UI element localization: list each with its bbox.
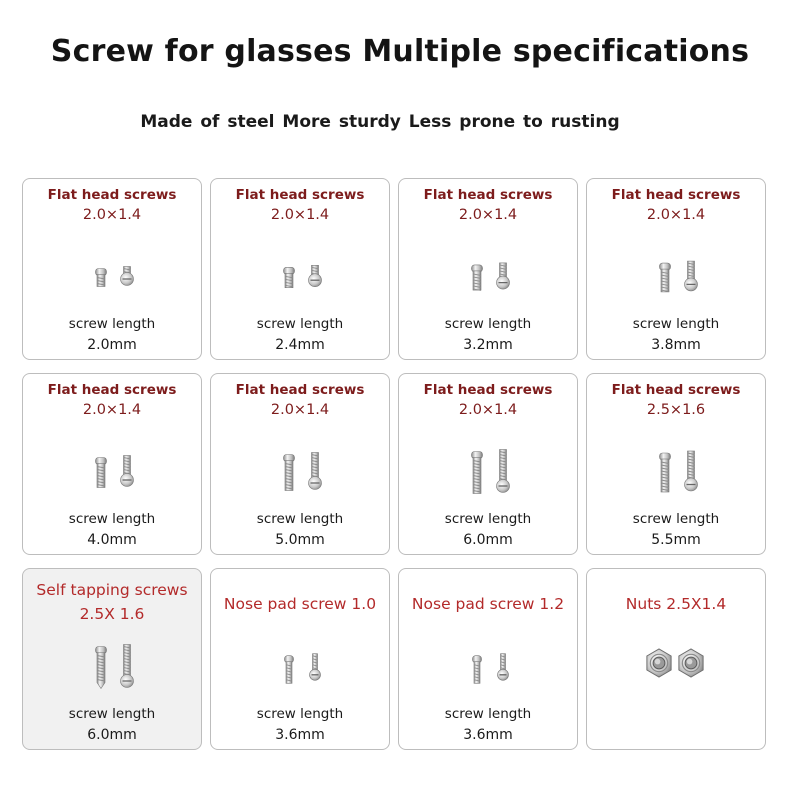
screw-length-value: 2.0mm (87, 337, 137, 353)
card-flat-3-8mm (586, 178, 766, 360)
screw-length-value: 3.2mm (463, 337, 513, 353)
screw-length-value: 4.0mm (87, 532, 137, 548)
card-flat-2-0mm (22, 178, 202, 360)
screw-length-label: screw length (68, 511, 156, 527)
nut-pair-image (587, 569, 766, 750)
card-title: Flat head screws (47, 187, 177, 203)
card-title: Flat head screws (611, 382, 741, 398)
card-spec: 2.0×1.4 (270, 402, 330, 418)
page-subtitle: Made of steel More sturdy Less prone to rusting (140, 112, 620, 132)
card-self-tapping (22, 568, 202, 750)
screw-length-value: 3.6mm (463, 727, 513, 743)
screw-pair-image (23, 179, 202, 360)
card-title: Nose pad screw 1.0 (223, 595, 377, 613)
screw-length-label: screw length (256, 316, 344, 332)
screw-pair-image (587, 179, 766, 360)
screw-length-label: screw length (256, 511, 344, 527)
screw-length-value: 5.0mm (275, 532, 325, 548)
screw-pair-image (399, 374, 578, 555)
card-title: Flat head screws (235, 382, 365, 398)
screw-length-value: 5.5mm (651, 532, 701, 548)
card-flat-5-0mm (210, 373, 390, 555)
card-flat-4-0mm (22, 373, 202, 555)
screw-length-label: screw length (68, 316, 156, 332)
screw-length-value: 6.0mm (87, 727, 137, 743)
card-spec: 2.5×1.6 (646, 402, 706, 418)
screw-length-label: screw length (444, 316, 532, 332)
screw-length-label: screw length (632, 511, 720, 527)
screw-pair-image (211, 179, 390, 360)
screw-length-label: screw length (444, 706, 532, 722)
screw-length-label: screw length (632, 316, 720, 332)
card-spec: 2.0×1.4 (82, 402, 142, 418)
screw-length-value: 3.8mm (651, 337, 701, 353)
card-title: Flat head screws (423, 187, 553, 203)
card-title: Flat head screws (423, 382, 553, 398)
screw-length-value: 2.4mm (275, 337, 325, 353)
card-flat-2-4mm (210, 178, 390, 360)
card-nose-pad-1-0 (210, 568, 390, 750)
screw-pair-image (211, 569, 390, 750)
screw-pair-image (399, 569, 578, 750)
screw-length-value: 3.6mm (275, 727, 325, 743)
page-title: Screw for glasses Multiple specifications (50, 34, 750, 69)
screw-length-label: screw length (256, 706, 344, 722)
card-spec: 2.0×1.4 (458, 402, 518, 418)
card-spec: 2.0×1.4 (646, 207, 706, 223)
card-title: Flat head screws (235, 187, 365, 203)
screw-length-value: 6.0mm (463, 532, 513, 548)
screw-length-label: screw length (68, 706, 156, 722)
card-flat-6-0mm (398, 373, 578, 555)
card-title: Flat head screws (47, 382, 177, 398)
screw-pair-image (23, 569, 202, 750)
card-title: Flat head screws (611, 187, 741, 203)
card-flat-5-5mm (586, 373, 766, 555)
card-title: Nose pad screw 1.2 (411, 595, 565, 613)
screw-pair-image (211, 374, 390, 555)
card-spec: 2.0×1.4 (82, 207, 142, 223)
card-spec: 2.5X 1.6 (79, 605, 145, 623)
card-spec: 2.0×1.4 (270, 207, 330, 223)
card-spec: 2.0×1.4 (458, 207, 518, 223)
card-flat-3-2mm (398, 178, 578, 360)
screw-pair-image (23, 374, 202, 555)
card-title: Self tapping screws (36, 581, 188, 599)
screw-pair-image (399, 179, 578, 360)
card-nose-pad-1-2 (398, 568, 578, 750)
card-nuts (586, 568, 766, 750)
screw-pair-image (587, 374, 766, 555)
card-title: Nuts 2.5X1.4 (625, 595, 727, 613)
screw-length-label: screw length (444, 511, 532, 527)
